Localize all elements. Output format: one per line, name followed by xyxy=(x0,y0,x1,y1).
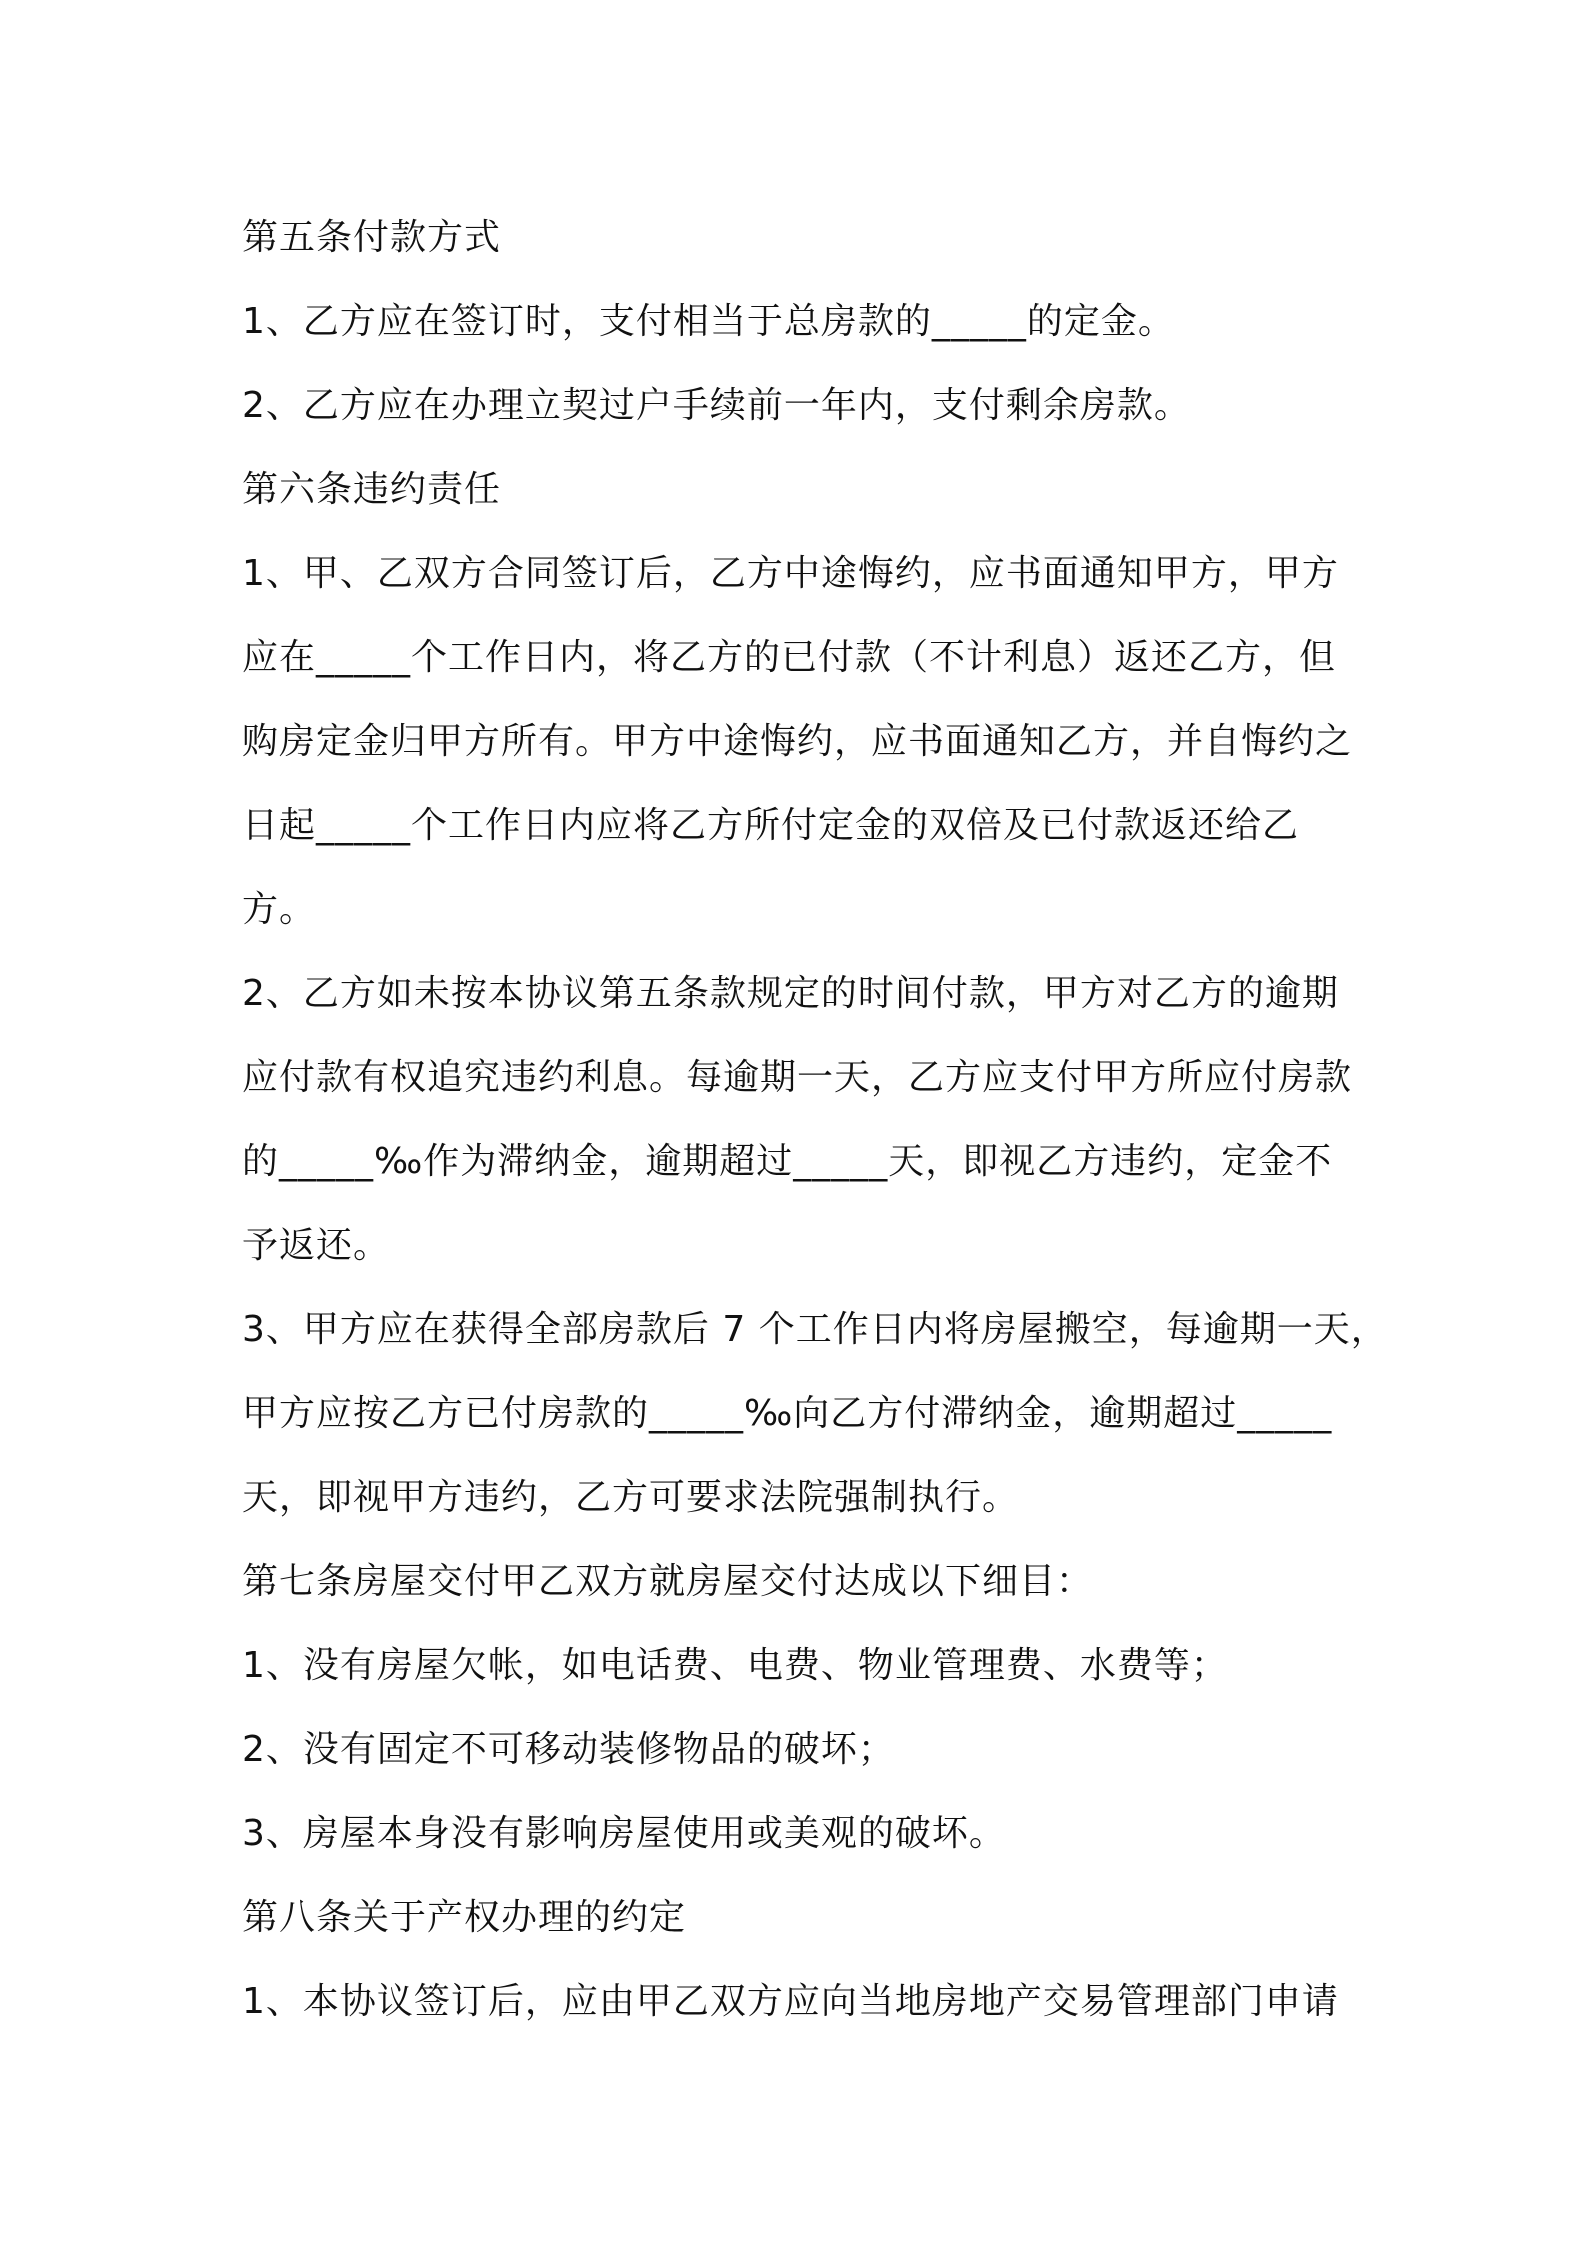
paragraph-line: 3、房屋本身没有影响房屋使用或美观的破坏。 xyxy=(242,1813,1006,1854)
paragraph-line: 2、乙方应在办理立契过户手续前一年内，支付剩余房款。 xyxy=(242,385,1191,426)
paragraph-line: 2、没有固定不可移动装修物品的破坏； xyxy=(242,1729,895,1770)
paragraph-line: 购房定金归甲方所有。甲方中途悔约，应书面通知乙方，并自悔约之 xyxy=(242,721,1353,762)
paragraph-line: 1、没有房屋欠帐，如电话费、电费、物业管理费、水费等； xyxy=(242,1645,1228,1686)
paragraph-line: 予返还。 xyxy=(242,1225,391,1266)
paragraph-line: 方。 xyxy=(242,889,317,930)
paragraph-line: 应付款有权追究违约利息。每逾期一天，乙方应支付甲方所应付房款 xyxy=(242,1057,1353,1098)
paragraph-line: 甲方应按乙方已付房款的_____‰向乙方付滞纳金，逾期超过_____ xyxy=(242,1393,1333,1434)
paragraph-line: 2、乙方如未按本协议第五条款规定的时间付款，甲方对乙方的逾期 xyxy=(242,973,1339,1014)
paragraph-line: 1、本协议签订后，应由甲乙双方应向当地房地产交易管理部门申请 xyxy=(242,1981,1339,2022)
paragraph-line: 3、甲方应在获得全部房款后 7 个工作日内将房屋搬空，每逾期一天， xyxy=(242,1309,1388,1350)
paragraph-line: 天，即视甲方违约，乙方可要求法院强制执行。 xyxy=(242,1477,1020,1518)
section-heading-article-7: 第七条房屋交付甲乙双方就房屋交付达成以下细目： xyxy=(242,1561,1094,1602)
paragraph-line: 应在_____个工作日内，将乙方的已付款（不计利息）返还乙方，但 xyxy=(242,637,1337,678)
paragraph-line: 1、乙方应在签订时，支付相当于总房款的_____的定金。 xyxy=(242,301,1175,342)
section-heading-article-5: 第五条付款方式 xyxy=(242,217,502,258)
section-heading-article-8: 第八条关于产权办理的约定 xyxy=(242,1897,687,1938)
section-heading-article-6: 第六条违约责任 xyxy=(242,469,502,510)
document-body xyxy=(242,196,1388,2044)
paragraph-line: 1、甲、乙双方合同签订后，乙方中途悔约，应书面通知甲方，甲方 xyxy=(242,553,1339,594)
paragraph-line: 的_____‰作为滞纳金，逾期超过_____天，即视乙方违约，定金不 xyxy=(242,1141,1333,1182)
paragraph-line: 日起_____个工作日内应将乙方所付定金的双倍及已付款返还给乙 xyxy=(242,805,1300,846)
